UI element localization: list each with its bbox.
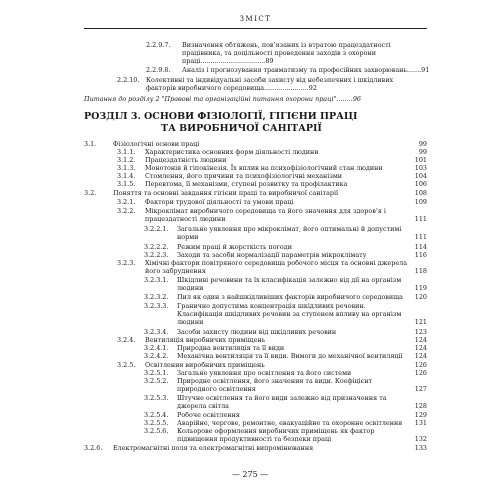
toc-entry-page: 118 [414, 267, 427, 276]
toc-entry-page: 108 [414, 189, 427, 197]
toc-entry [144, 226, 427, 243]
toc-entry-number: 3.2.6. [84, 444, 103, 452]
toc-entry-number: 3.2.3.3. [144, 302, 169, 310]
toc-entry [144, 395, 427, 412]
toc-entry-page: 126 [414, 369, 427, 377]
toc-entry-text: Поняття та основні завдання гігієни праці та виробничої санітарії [113, 189, 339, 197]
toc-entry-text: Визначення обтяжень, пов’язаних із втратою працездатності працівника, та доцільності проведення заходів з охорони праці................................89 [182, 41, 391, 65]
toc-entry-number: 3.2.3.1. [144, 276, 169, 284]
toc-entry-text: Вентиляція виробничих приміщень [145, 336, 266, 344]
toc-entry-text: Аварійне, чергове, ремонтне, евакуаційне та охоронне освітлення [177, 419, 403, 427]
toc-entry-number: 3.2.3. [117, 259, 136, 267]
toc-entry-text: Хімічні фактори повітряного середовища робочого місця та основні джерела його забруднення [145, 259, 408, 275]
toc-entry-page: 111 [414, 215, 427, 224]
toc-entry-text: Режим праці й жорсткість погоди [177, 243, 292, 251]
toc-entry-page: 133 [414, 444, 427, 452]
toc-entry-page: 119 [414, 284, 427, 293]
toc-entry-text: Фізіологічні основи праці [113, 140, 200, 148]
toc-entry-text: Стомлення, його причини та психофізіологічні механізми [145, 172, 343, 180]
toc-page: ЗМІСТ 2.2.9.7. Визначення обтяжень, пов’язаних із втратою працездатності працівника, та доцільності проведення заходів з охорони праці................................89 2.2.9.8. Аналіз і прогнозування травматизму та професійних захворювань.......91 2.2.10. Колективні та індивідуальні засоби захисту від небезпечних і шкідливих факторів виробничого середовища......................92 Питання до розділу 2 "Правові та організаційні питання охорони праці"........96 РОЗДІЛ 3. ОСНОВИ ФІЗІОЛОГІЇ, ГІГІЄНИ ПРАЦІ ТА ВИРОБНИЧОЇ САНІТАРІЇ 3.1. Фізіологічні основи праці 99 3.1.1. Характеристика основних форм діяльності людини 99 3.1.2. Працездатність людини 101 3.1.3. Монотонія й гіпокінезія. Їх вплив на психофізіологічний стан людини 103 3.1.4. Стомлення, його причини та психофізіологічні механізми 104 3.1.5. Перевтома, її механізми, ступені розвитку та профілактика 106 3.2. Поняття та основні завдання гігієни праці та виробничої санітарії 108 3.2.1. Фактори трудової діяльності та умови праці 109 3.2.2. Мікроклімат виробничого середовища та його значення для здоров’я і працездатності людини 111 3.2.2.1. Загальне уявлення про мікроклімат, його оптимальні й допустимі норми 111 3.2.2.2. Режим праці й жорсткість погоди 114 3.2.2.3. Заходи та засоби нормалізації параметрів мікроклімату 116 3.2.3. Хімічні фактори повітряного середовища робочого місця та основні джерела його забруднення 118 3.2.3.1. Шкідливі речовини та їх класифікація залежно від дії на організм людини 119 3.2.3.2. Пил як один з найшкідливіших факторів виробничого середовища 120 3.2.3.3. Гранично допустима концентрація шкідливих речовин. Класифікація шкідливих речовин за ступенем впливу на організм людини 121 3.2.3.4. Засоби захисту людини від шкідливих речовин 123 3.2.4. Вентиляція виробничих приміщень 124 3.2.4.1. Природна вентиляція та її види 124 3.2.4.2. Механічна вентиляція та її види. Вимоги до механічної вентиляції 124 3.2.5. Освітлення виробничих приміщень 126 3.2.5.1. Загальне уявлення про освітлення та його системи 126 3.2.5.2. Природне освітлення, його значення та види. Коефіцієнт природного освітлення 127 3.2.5.3. Штучне освітлення та його види залежно від призначення та джерела світла 128 3.2.5.4. Робоче освітлення 129 3.2.5.5. Аварійне, чергове, ремонтне, евакуаційне та охоронне освітлення 131 3.2.5.6. Кольорове оформлення виробничих приміщень як фактор підвищення продуктивності та безпеки праці 132 3.2.6. Електромагнітні поля та електромагнітні випромінювання 133 — 275 — [0, 0, 500, 500]
toc-entry-page: 101 [414, 156, 427, 164]
toc-entry-number: 3.2.5.2. [144, 377, 169, 385]
toc-entry-page: 131 [414, 419, 427, 427]
toc-entry-text: Пил як один з найшкідливіших факторів виробничого середовища [177, 293, 403, 301]
toc-entry-page: 127 [414, 385, 427, 394]
toc-entry-number: 3.1.1. [117, 148, 136, 156]
toc-entry-text: Заходи та засоби нормалізації параметрів мікроклімату [177, 251, 367, 259]
toc-entry-number: 3.2.2.3. [144, 251, 169, 259]
toc-entry-number: 3.1.2. [117, 156, 136, 164]
toc-entry-text: Перевтома, її механізми, ступені розвитку та профілактика [145, 180, 348, 188]
toc-entry-text: Монотонія й гіпокінезія. Їх вплив на психофізіологічний стан людини [145, 164, 383, 172]
toc-entry-number: 3.1. [84, 140, 97, 148]
toc-entry-text: Штучне освітлення та його види залежно від призначення та джерела світла [177, 394, 387, 410]
toc-entry: 2.2.10. Колективні та індивідуальні засоби захисту від небезпечних і шкідливих факторів виробничого середовища......................92 [117, 76, 394, 92]
toc-entry-text: Механічна вентиляція та її види. Вимоги до механічної вентиляції [177, 352, 403, 360]
toc-entry-number: 3.2.4. [117, 336, 136, 344]
toc-entry-number: 3.2.5.6. [144, 427, 169, 435]
toc-entry-number: 3.2.4.1. [144, 344, 169, 352]
toc-entry [144, 277, 427, 294]
toc-entry-number: 3.2.2.2. [144, 243, 169, 251]
toc-entry-text: Шкідливі речовини та їх класифікація залежно від дії на організм людини [177, 276, 402, 292]
toc-entry-page: 116 [414, 251, 427, 259]
toc-entry-text: Загальне уявлення про освітлення та його системи [177, 369, 352, 377]
toc-entry-text: Освітлення виробничих приміщень [145, 361, 265, 369]
toc-entry-page: 124 [414, 344, 427, 352]
toc-entry-number: 3.2. [84, 189, 97, 197]
toc-entry-text: Природна вентиляція та її види [177, 344, 285, 352]
toc-entry-page: 99 [418, 140, 427, 148]
toc-entry-number: 3.2.2. [117, 207, 136, 215]
toc-entry-text: Засоби захисту людини від шкідливих речовин [177, 328, 337, 336]
toc-entry-number: 3.1.3. [117, 164, 136, 172]
toc-entry-page: 124 [414, 336, 427, 344]
toc-entry-number: 3.2.2.1. [144, 225, 169, 233]
toc-entry-page: 124 [414, 352, 427, 360]
toc-entry-page: 120 [414, 293, 427, 301]
toc-entry-page: 109 [414, 198, 427, 206]
toc-entry [117, 208, 427, 225]
toc-entry-number: 3.2.5.5. [144, 419, 169, 427]
toc-entry [117, 260, 427, 277]
toc-entry-number: 3.2.1. [117, 198, 136, 206]
toc-entry-page: 104 [414, 172, 427, 180]
toc-entry-page: 121 [414, 318, 427, 327]
toc-entry-text: Кольорове оформлення виробничих приміщень як фактор підвищення продуктивності та безпеки праці [177, 427, 375, 443]
toc-entry [144, 428, 427, 445]
toc-entry-number: 3.2.4.2. [144, 352, 169, 360]
toc-entry-page: 106 [414, 180, 427, 188]
toc-entry-text: Фактори трудової діяльності та умови праці [145, 198, 294, 206]
toc-entry-text: Характеристика основних форм діяльності людини [145, 148, 319, 156]
toc-entry-number: 3.2.3.2. [144, 293, 169, 301]
toc-entry [144, 378, 427, 395]
toc-entry-text: Працездатність людини [145, 156, 227, 164]
running-header: ЗМІСТ [84, 11, 427, 29]
toc-entry [84, 445, 427, 453]
toc-entry-text: Електромагнітні поля та електромагнітні випромінювання [113, 444, 314, 452]
toc-entry-number: 3.1.5. [117, 180, 136, 188]
toc-entry-page: 103 [414, 164, 427, 172]
toc-entry-number: 3.2.5.3. [144, 394, 169, 402]
page-number: — 275 — [231, 470, 269, 479]
toc-entry-page: 111 [414, 233, 427, 242]
toc-entry-page: 114 [414, 243, 427, 251]
toc-entry-text: Гранично допустима концентрація шкідливих речовин. Класифікація шкідливих речовин за ступенем впливу на організм людини [177, 302, 402, 326]
toc-entry-text: Мікроклімат виробничого середовища та його значення для здоров’я і працездатності людини [145, 207, 386, 223]
toc-entry: 2.2.9.7. Визначення обтяжень, пов’язаних із втратою працездатності працівника, та доцільності проведення заходів з охорони праці................................89 [146, 42, 427, 59]
toc-entry [144, 303, 427, 328]
toc-entry-number: 3.2.5.4. [144, 411, 169, 419]
toc-entry-page: 123 [414, 328, 427, 336]
toc-entry-page: 132 [414, 435, 427, 444]
toc-entry-number: 3.2.5.1. [144, 369, 169, 377]
toc-entry-page: 99 [418, 148, 427, 156]
toc-entry-text: Природне освітлення, його значення та види. Коефіцієнт природного освітлення [177, 377, 373, 393]
toc-entry-page: 128 [414, 402, 427, 411]
toc-entry-page: 129 [414, 411, 427, 419]
toc-entry-number: 3.2.3.4. [144, 328, 169, 336]
toc-entry-text: Робоче освітлення [177, 411, 240, 419]
toc-entry-page: 126 [414, 361, 427, 369]
toc-entry-number: 3.1.4. [117, 172, 136, 180]
toc-entry-text: Загальне уявлення про мікроклімат, його оптимальні й допустимі норми [177, 225, 402, 241]
toc-entry-number: 3.2.5. [117, 361, 136, 369]
